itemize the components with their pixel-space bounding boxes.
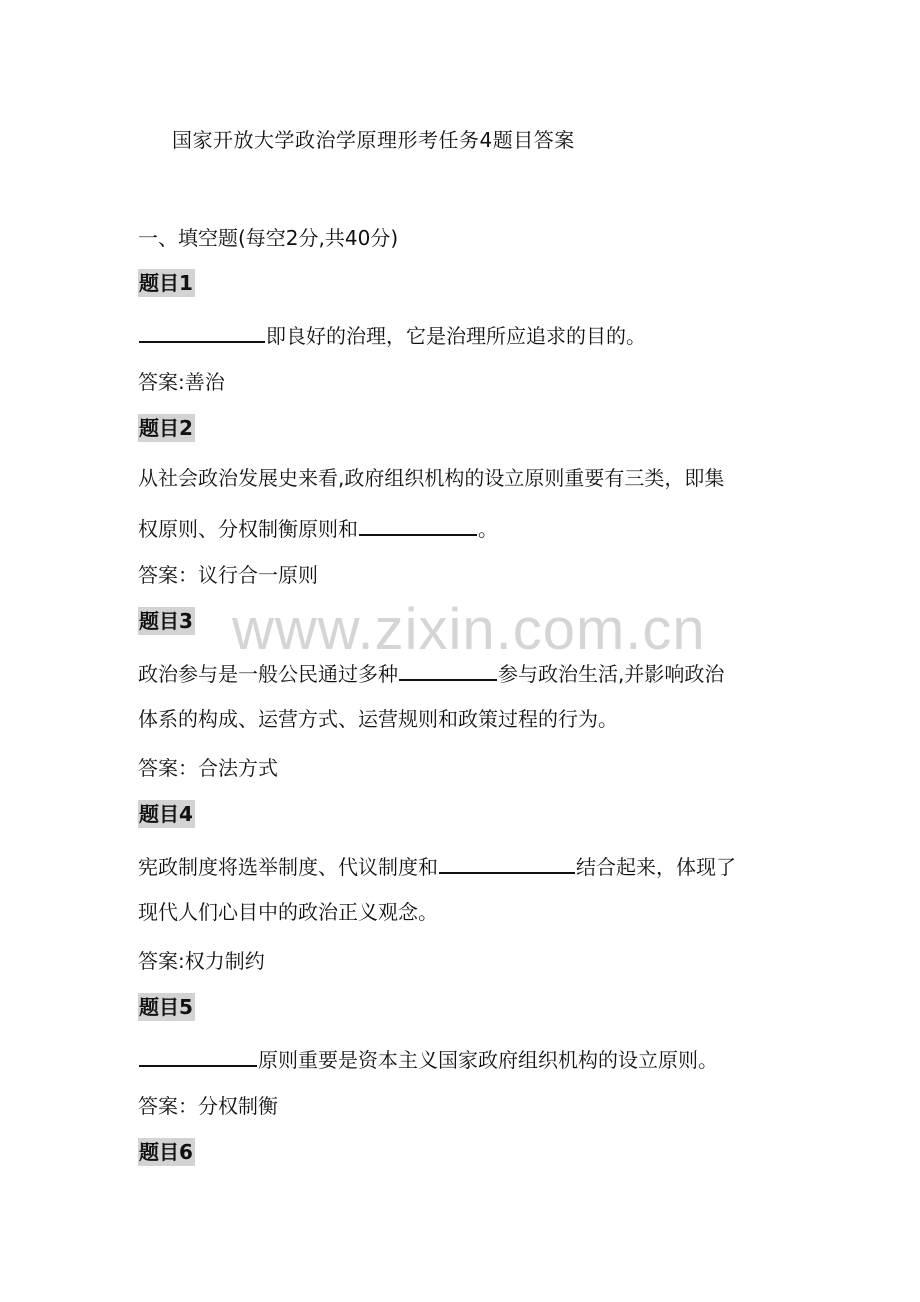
section-heading: 一、填空题(每空2分,共40分): [138, 226, 399, 250]
question-text-1: [138, 319, 646, 350]
question-label-6: 题目6: [139, 1140, 193, 1164]
question-text-2-after: 。: [478, 517, 498, 541]
question-text-4-before: 宪政制度将选举制度、代议制度和: [138, 855, 438, 879]
question-label-1: 题目1: [139, 271, 193, 295]
fill-blank: [139, 1043, 257, 1067]
question-text-5: [138, 1043, 718, 1074]
question-text-3-before: 政治参与是一般公民通过多种: [138, 662, 398, 686]
question-text-4-line2: 现代人们心目中的政治正义观念。: [138, 900, 438, 924]
question-text-3-after: 参与政治生活,并影响政治: [498, 662, 725, 686]
question-text-2-before: 权原则、分权制衡原则和: [138, 517, 358, 541]
question-text-3-line2: 体系的构成、运营方式、运营规则和政策过程的行为。: [138, 707, 618, 731]
answer-3: 答案：合法方式: [138, 756, 278, 780]
answer-4: 答案:权力制约: [138, 949, 265, 973]
question-text-2-line2: [138, 512, 498, 543]
question-text-1-part: 即良好的治理，它是治理所应追求的目的。: [266, 324, 646, 348]
answer-5: 答案：分权制衡: [138, 1094, 278, 1118]
question-text-2-line1: 从社会政治发展史来看,政府组织机构的设立原则重要有三类，即集: [138, 466, 725, 490]
fill-blank: [439, 850, 575, 874]
answer-1: 答案:善治: [138, 370, 225, 394]
question-label-5: 题目5: [139, 995, 193, 1019]
document-title: 国家开放大学政治学原理形考任务4题目答案: [172, 128, 575, 152]
question-label-2: 题目2: [139, 416, 193, 440]
question-text-5-part: 原则重要是资本主义国家政府组织机构的设立原则。: [258, 1048, 718, 1072]
question-label-3: 题目3: [139, 609, 193, 633]
fill-blank: [139, 319, 265, 343]
answer-2: 答案：议行合一原则: [138, 563, 318, 587]
question-label-4: 题目4: [139, 802, 193, 826]
question-text-4-line1: [138, 850, 736, 881]
watermark-text: www.zixin.com.cn: [232, 597, 706, 662]
question-text-4-after: 结合起来，体现了: [576, 855, 736, 879]
fill-blank: [359, 512, 477, 536]
